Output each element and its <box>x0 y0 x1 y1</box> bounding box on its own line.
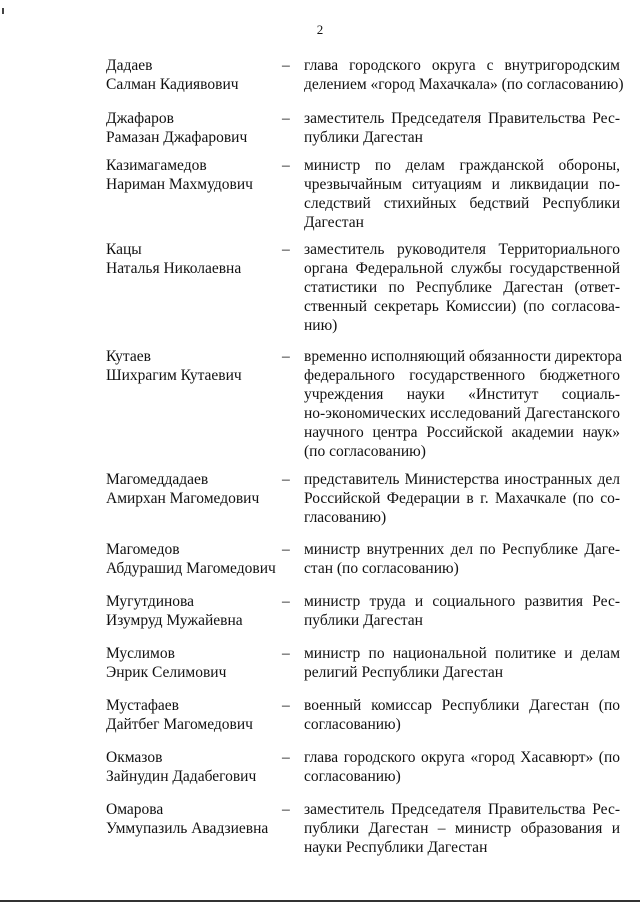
role-line: согласованию) <box>304 716 401 733</box>
member-name <box>106 592 284 630</box>
member-role <box>304 56 624 94</box>
member-given-names: Амирхан Магомедович <box>106 490 260 507</box>
member-role <box>304 109 620 147</box>
role-line: военный комиссар Республики Дагестан (по <box>304 697 620 714</box>
member-given-names: Энрик Селимович <box>106 664 227 681</box>
dash-separator: – <box>282 348 290 365</box>
role-line: министр внутренних дел по Республике Даге- <box>304 541 620 558</box>
role-line: заместитель руководителя Территориального <box>304 241 620 258</box>
role-line: науки Республики Дагестан <box>304 839 488 856</box>
scan-mark <box>2 8 4 14</box>
role-line: ственный секретарь Комиссии) (по согласова- <box>304 298 620 315</box>
member-role <box>304 540 620 578</box>
member-name <box>106 540 284 578</box>
role-line: Дагестан <box>304 214 364 231</box>
role-line: нию) <box>304 317 338 334</box>
role-line: представитель Министерства иностранных дел <box>304 471 620 488</box>
scan-edge-line <box>0 900 640 902</box>
role-line: учреждения науки «Институт социаль- <box>304 386 620 403</box>
role-line: публики Дагестан – министр образования и <box>304 820 620 837</box>
role-line: министр по национальной политике и делам <box>304 645 620 662</box>
dash-separator: – <box>282 697 290 714</box>
member-surname: Кацы <box>106 241 142 258</box>
member-name <box>106 748 284 786</box>
dash-separator: – <box>282 157 290 174</box>
member-given-names: Зайнудин Дадабегович <box>106 768 257 785</box>
member-surname: Дадаев <box>106 57 153 74</box>
dash-separator: – <box>282 645 290 662</box>
member-given-names: Уммупазиль Авадзиевна <box>106 820 269 837</box>
role-line: глава городского округа с внутригородским <box>304 57 620 74</box>
member-given-names: Нариман Махмудович <box>106 176 253 193</box>
dash-separator: – <box>282 801 290 818</box>
member-name <box>106 696 284 734</box>
role-line: делением «город Махачкала» (по согласованию) <box>304 76 624 93</box>
member-name <box>106 470 284 508</box>
role-line: публики Дагестан <box>304 612 423 629</box>
role-line: публики Дагестан <box>304 129 423 146</box>
role-line: Российской Федерации в г. Махачкале (по со- <box>304 490 620 507</box>
member-surname: Мугутдинова <box>106 593 195 610</box>
role-line: органа Федеральной службы государственной <box>304 260 620 277</box>
member-surname: Кутаев <box>106 348 151 365</box>
role-line: министр труда и социального развития Рес- <box>304 593 620 610</box>
role-line: федерального государственного бюджетного <box>304 367 620 384</box>
page-number: 2 <box>316 22 324 37</box>
member-name <box>106 240 284 278</box>
dash-separator: – <box>282 57 290 74</box>
role-line: религий Республики Дагестан <box>304 664 504 681</box>
member-surname: Муслимов <box>106 645 175 662</box>
member-name <box>106 644 284 682</box>
member-surname: Джафаров <box>106 110 174 127</box>
member-name <box>106 109 284 147</box>
role-line: гласованию) <box>304 509 387 526</box>
member-given-names: Шихрагим Кутаевич <box>106 367 242 384</box>
member-given-names: Изумруд Мужайевна <box>106 612 243 629</box>
member-surname: Казимагамедов <box>106 157 207 174</box>
member-role <box>304 644 620 682</box>
dash-separator: – <box>282 241 290 258</box>
member-given-names: Рамазан Джафарович <box>106 129 248 146</box>
role-line: заместитель Председателя Правительства Рес- <box>304 110 620 127</box>
role-line: следствий стихийных бедствий Республики <box>304 195 620 212</box>
member-given-names: Абдурашид Магомедович <box>106 560 276 577</box>
member-given-names: Дайтбег Магомедович <box>106 716 253 733</box>
role-line: чрезвычайным ситуациям и ликвидации по- <box>304 176 620 193</box>
member-given-names: Салман Кадиявович <box>106 76 239 93</box>
dash-separator: – <box>282 471 290 488</box>
dash-separator: – <box>282 110 290 127</box>
dash-separator: – <box>282 541 290 558</box>
member-surname: Магомеддадаев <box>106 471 209 488</box>
dash-separator: – <box>282 593 290 610</box>
role-line: временно исполняющий обязанности директора <box>304 348 623 365</box>
role-line: стан (по согласованию) <box>304 560 459 577</box>
member-role <box>304 347 623 461</box>
member-surname: Магомедов <box>106 541 180 558</box>
member-surname: Окмазов <box>106 749 163 766</box>
member-role <box>304 696 620 734</box>
member-given-names: Наталья Николаевна <box>106 260 242 277</box>
role-line: но-экономических исследований Дагестанского <box>304 405 620 422</box>
role-line: статистики по Республике Дагестан (ответ- <box>304 279 620 296</box>
member-role <box>304 748 620 786</box>
member-name <box>106 800 284 838</box>
role-line: министр по делам гражданской обороны, <box>304 157 620 174</box>
member-role <box>304 240 620 335</box>
member-role <box>304 470 620 527</box>
member-role <box>304 592 620 630</box>
member-name <box>106 156 284 194</box>
member-name <box>106 347 284 385</box>
role-line: (по согласованию) <box>304 443 426 460</box>
member-name <box>106 56 284 94</box>
role-line: согласованию) <box>304 768 401 785</box>
role-line: глава городского округа «город Хасавюрт» (по <box>304 749 620 766</box>
dash-separator: – <box>282 749 290 766</box>
member-surname: Мустафаев <box>106 697 179 714</box>
member-role <box>304 800 620 857</box>
role-line: заместитель Председателя Правительства Рес- <box>304 801 620 818</box>
member-role <box>304 156 620 232</box>
role-line: научного центра Российской академии наук» <box>304 424 620 441</box>
member-surname: Омарова <box>106 801 164 818</box>
